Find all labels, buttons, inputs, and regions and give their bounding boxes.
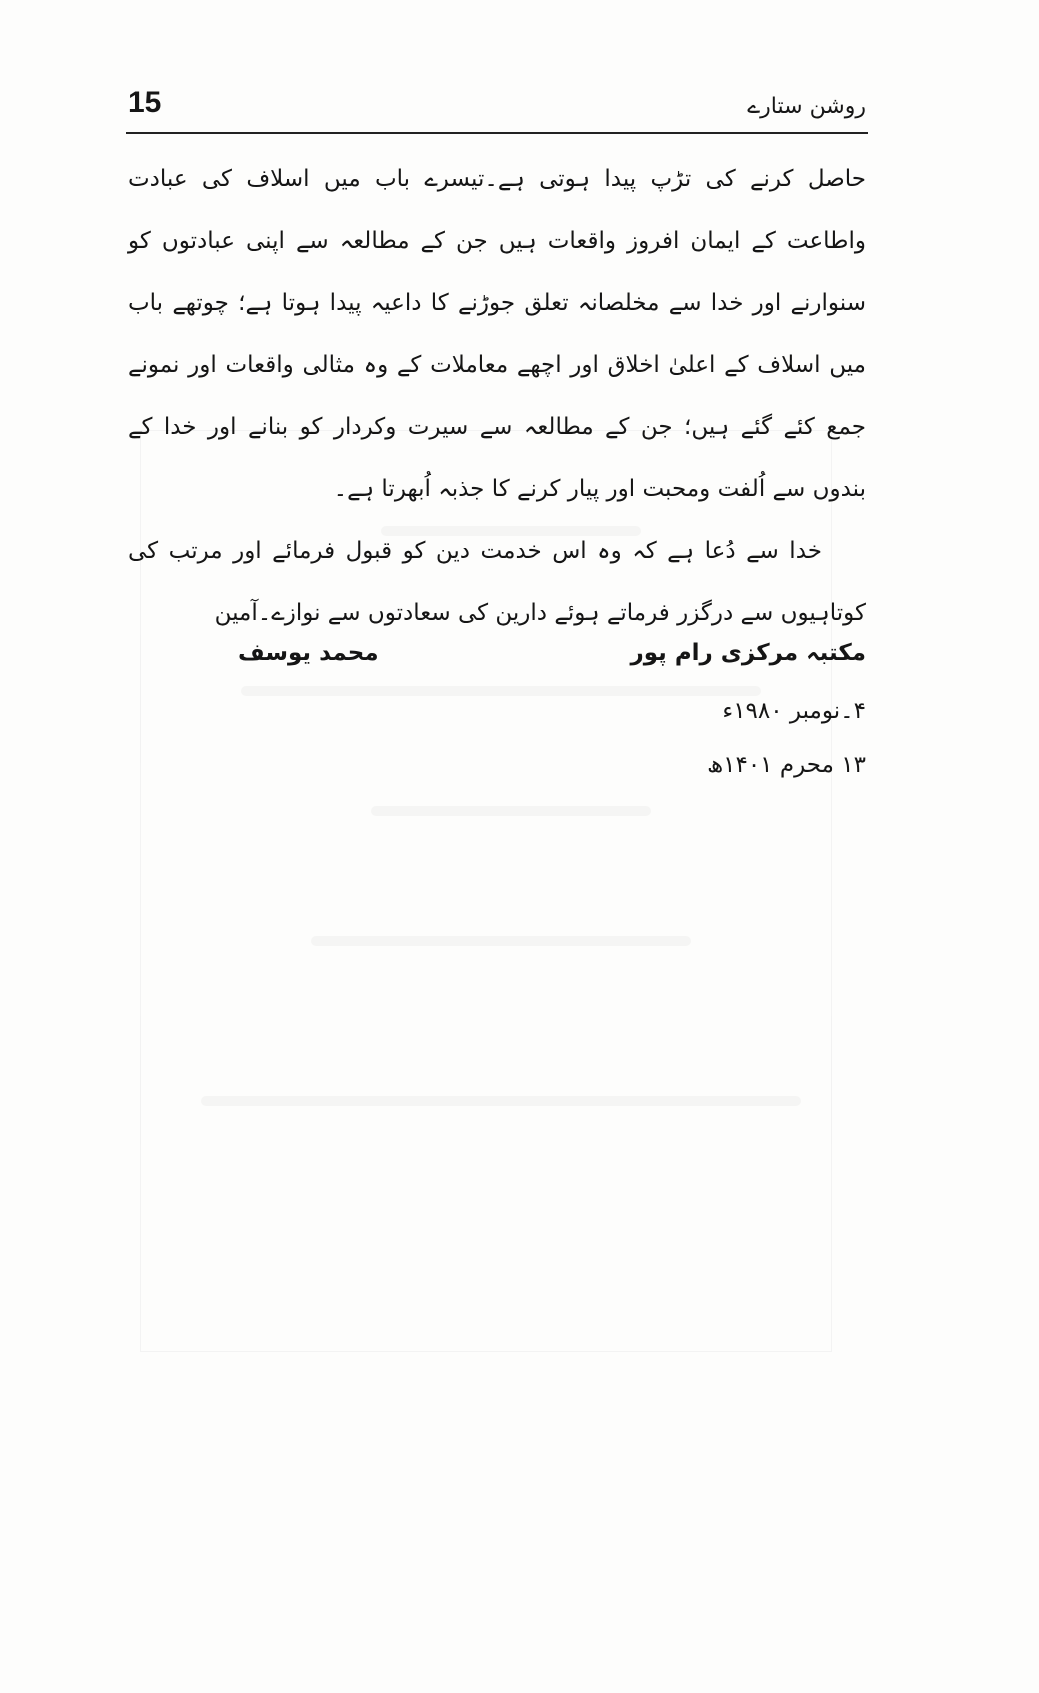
body-text <box>128 148 866 644</box>
date-gregorian: ۴۔نومبر ۱۹۸۰ء <box>722 698 866 724</box>
date-hijri: ۱۳ محرم ۱۴۰۱ھ <box>707 752 866 778</box>
signoff-block <box>128 640 866 810</box>
publisher-name: مکتبہ مرکزی رام پور <box>630 640 866 666</box>
page-header <box>128 86 866 126</box>
header-divider <box>126 132 868 134</box>
paragraph-1: حاصل کرنے کی تڑپ پیدا ہوتی ہے۔تیسرے باب میں اسلاف کی عبادت واطاعت کے ایمان افروز واقعات ہیں جن کے مطالعہ سے اپنی عبادتوں کو سنوارنے اور خدا سے مخلصانہ تعلق جوڑنے کا داعیہ پیدا ہوتا ہے؛ چوتھے باب میں اسلاف کے اعلیٰ اخلاق اور اچھے معاملات کے وہ مثالی واقعات اور نمونے جمع کئے گئے ہیں؛ جن کے مطالعہ سے سیرت وکردار کو بنانے اور خدا کے بندوں سے اُلفت ومحبت اور پیار کرنے کا جذبہ اُبھرتا ہے۔ <box>128 166 866 502</box>
paragraph-2: خدا سے دُعا ہے کہ وہ اس خدمت دین کو قبول فرمائے اور مرتب کی کوتاہیوں سے درگزر فرماتے ہوئے دارین کی سعادتوں سے نوازے۔آمین <box>128 538 866 626</box>
bleed-line <box>201 1096 801 1106</box>
author-name: محمد یوسف <box>238 640 379 666</box>
bleed-line <box>311 936 691 946</box>
running-title: روشن ستارے <box>747 94 866 119</box>
page-number: 15 <box>128 86 162 119</box>
